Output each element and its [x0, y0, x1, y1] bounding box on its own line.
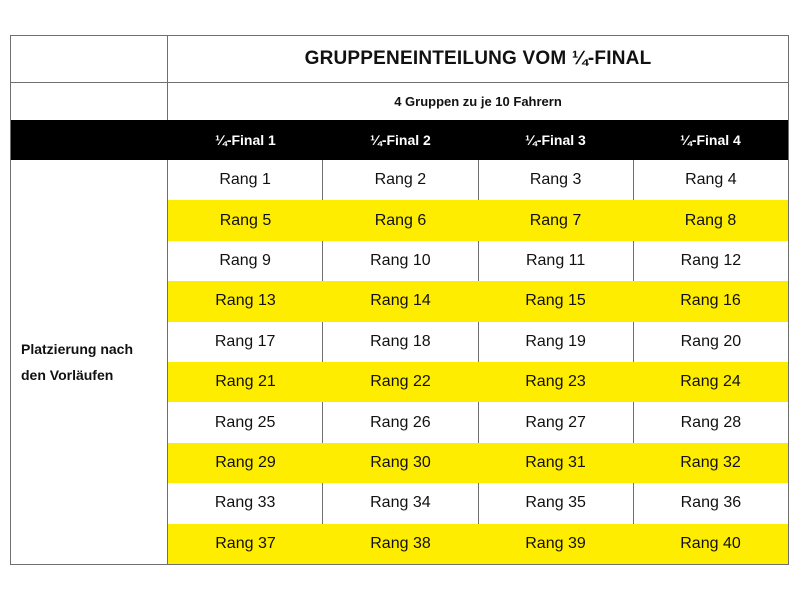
table-cell: Rang 28 [633, 402, 788, 442]
table-cell: Rang 7 [529, 211, 582, 229]
row-header-column [11, 36, 168, 564]
table-cell: Rang 5 [219, 211, 272, 229]
header-band-left [11, 120, 168, 160]
table-cell: Rang 13 [215, 292, 276, 310]
table-cell: Rang 18 [322, 322, 477, 362]
row-label-cell [11, 160, 167, 564]
table-cell: Rang 25 [214, 413, 276, 431]
table-cell: Rang 4 [633, 160, 788, 200]
table-row [168, 483, 788, 523]
table-cell: Rang 12 [633, 241, 788, 281]
table-cell: Rang 17 [214, 332, 276, 350]
table-cell: Rang 26 [322, 402, 477, 442]
table-cell: Rang 8 [684, 211, 737, 229]
table-cell: Rang 15 [525, 292, 586, 310]
table-cell: Rang 11 [478, 241, 633, 281]
group-table [10, 35, 789, 565]
table-cell: Rang 21 [215, 373, 276, 391]
column-header: ¼-Final 4 [680, 132, 741, 148]
table-cell: Rang 6 [374, 211, 427, 229]
table-main [168, 36, 788, 564]
table-row [168, 362, 788, 402]
table-cell: Rang 38 [370, 534, 431, 552]
table-cell: Rang 34 [322, 483, 477, 523]
table-cell: Rang 22 [370, 373, 431, 391]
empty-corner-cell [11, 36, 167, 83]
table-cell: Rang 36 [633, 483, 788, 523]
table-cell: Rang 37 [215, 534, 276, 552]
column-header-row [168, 120, 788, 160]
column-header: ¼-Final 1 [215, 132, 276, 148]
table-row [168, 160, 788, 200]
table-cell: Rang 24 [680, 373, 741, 391]
table-title: GRUPPENEINTEILUNG VOM ¼-FINAL [168, 36, 788, 83]
table-cell: Rang 32 [680, 453, 741, 471]
column-header: ¼-Final 2 [370, 132, 431, 148]
table-cell: Rang 30 [370, 453, 431, 471]
table-cell: Rang 23 [525, 373, 586, 391]
table-cell: Rang 40 [680, 534, 741, 552]
rank-grid [168, 160, 788, 564]
table-cell: Rang 1 [219, 171, 271, 189]
table-cell: Rang 27 [478, 402, 633, 442]
table-row [168, 241, 788, 281]
table-cell: Rang 10 [322, 241, 477, 281]
table-row [168, 524, 788, 564]
table-cell: Rang 16 [680, 292, 741, 310]
column-header: ¼-Final 3 [525, 132, 586, 148]
table-cell: Rang 31 [525, 453, 586, 471]
table-cell: Rang 29 [215, 453, 276, 471]
table-row [168, 322, 788, 362]
table-row [168, 402, 788, 442]
table-cell: Rang 33 [214, 494, 276, 512]
table-cell: Rang 3 [478, 160, 633, 200]
table-subtitle: 4 Gruppen zu je 10 Fahrern [394, 94, 562, 109]
table-cell: Rang 14 [370, 292, 431, 310]
empty-corner-cell [11, 83, 167, 120]
table-cell: Rang 2 [322, 160, 477, 200]
table-cell: Rang 20 [633, 322, 788, 362]
table-cell: Rang 39 [525, 534, 586, 552]
table-cell: Rang 35 [478, 483, 633, 523]
table-row [168, 443, 788, 483]
table-row [168, 281, 788, 321]
row-label-text: Platzierung nach den Vorläufen [21, 341, 134, 383]
table-row [168, 200, 788, 240]
table-cell: Rang 19 [478, 322, 633, 362]
table-cell: Rang 9 [219, 251, 271, 269]
